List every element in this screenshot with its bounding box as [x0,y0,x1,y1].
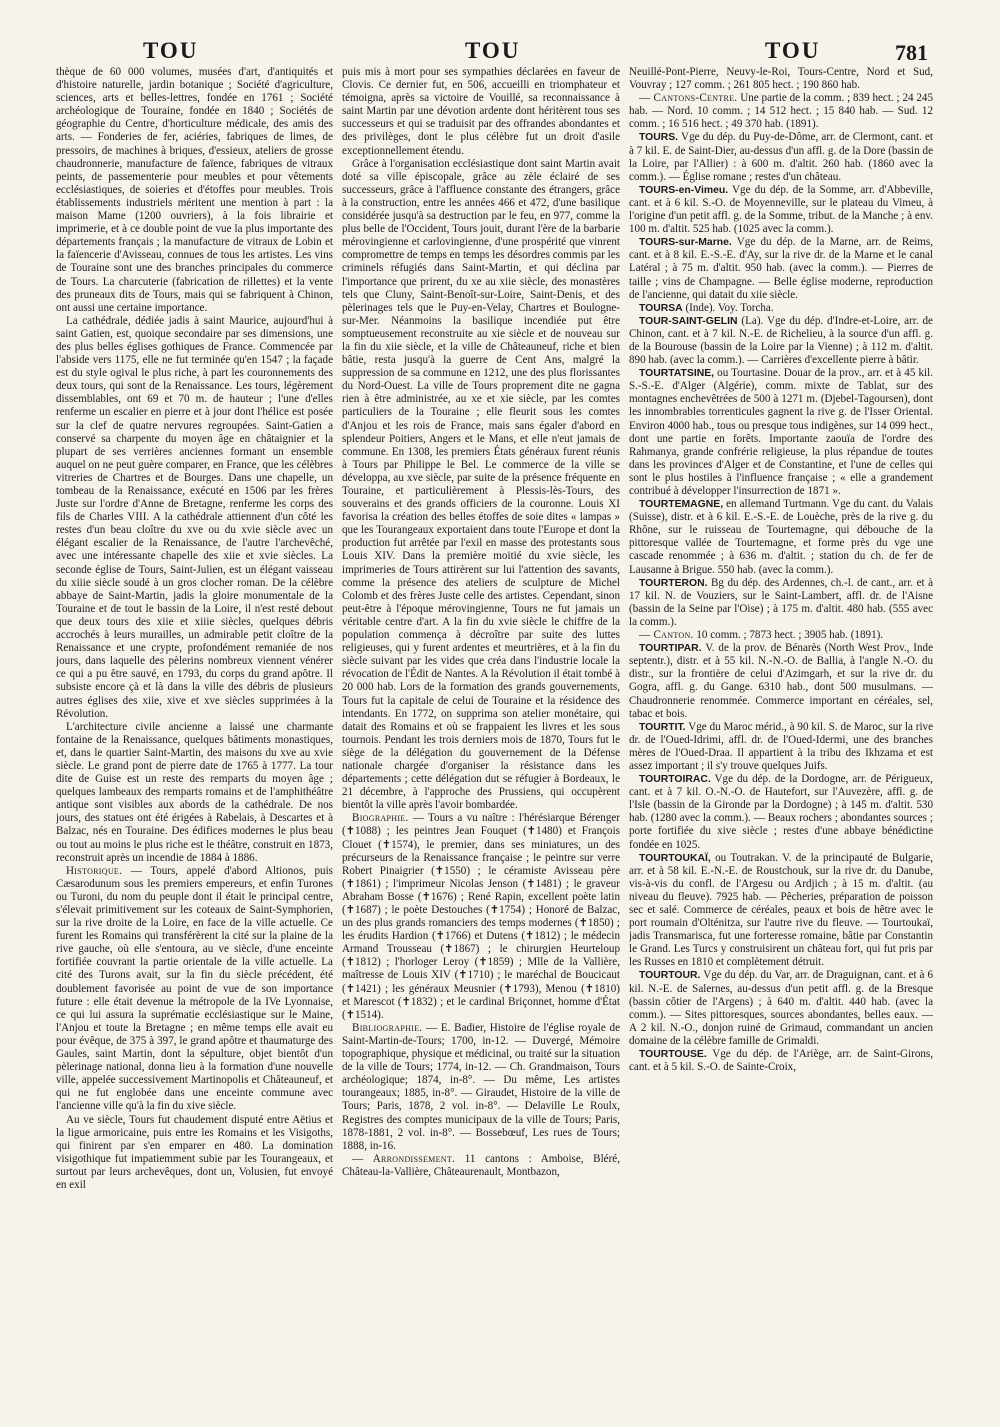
entry-headword: TOURTERON. [639,577,708,589]
paragraph-text: — Tours a vu naître : l'hérésiarque Bérenger (✝1088) ; les peintres Jean Fouquet (✝1480) et François Clouet (✝1574), le premier, dans ses miniatures, un des précurseurs de la Renaissance française ; le peintre sur verre Robert Pinaigrier (✝1550) ; le céramiste Avisseau père (✝1861) ; l'imprimeur Nicolas Jenson (✝1481) ; le graveur Abraham Bosse (✝1676) ; René Rapin, excellent poète latin (✝1687) ; le poète Destouches (✝1754) ; Honoré de Balzac, un des plus grands romanciers des temps modernes (✝1850) ; les érudits Hardion (✝1766) et Dutens (✝1812) ; le médecin Armand Trousseau (✝1867) ; le chirurgien Heurteloup (✝1812) ; l'horloger Leroy (✝1859) ; Mlle de la Vallière, maîtresse de Louis XIV (✝1710) ; le maréchal de Boucicaut (✝1421) ; les généraux Meusnier (✝1793), Menou (✝1810) et Marescot (✝1832) ; et le cardinal Briçonnet, homme d'État (✝1514). [342,812,620,1021]
paragraph-text: Vge du dép. du Var, arr. de Draguignan, cant. et à 6 kil. N.-E. de Salernes, au-dessus d'un petit affl. g. de la Bresque (bassin côtier de l'Argens) ; à 640 m. d'altit. 440 hab. (avec la comm.). — Sites pittoresques, sources abondantes, belles eaux. — A 2 kil. N.-O., donjon ruiné de Grimaud, commandant un ancien domaine de la célèbre famille de Grimaldi. [629,969,933,1047]
paragraph-text: L'architecture civile ancienne a laissé une charmante fontaine de la Renaissance, quelques bâtiments monastiques, et, dans le quartier Saint-Martin, des maisons du xve au xvie siècle. Le grand pont de pierre date de 1765 à 1777. La tour dite de Guise est un reste des remparts du moyen âge ; quelques lambeaux des remparts romains et de l'amphithéâtre antique sont visibles aux abords de la cathédrale. De nos jours, des statues ont été érigées à Rabelais, à Descartes et à Balzac, nés en Touraine. Des édifices modernes le plus beau ou tout au moins le plus riche est le théâtre, construit en 1873, reconstruit après un incendie de 1884 à 1886. [56,720,333,864]
entry-headword: TOUR-SAINT-GELIN [639,315,738,327]
section-label: — Arrondissement. [352,1152,456,1165]
section-label: — Cantons-Centre. [639,92,738,105]
section-label: Historique. [66,864,123,877]
entry-headword: TOURTOUR. [639,970,701,982]
paragraph-text: Vge du dép. du Puy-de-Dôme, arr. de Clermont, cant. et à 7 kil. E. de Saint-Dier, au-dessus d'un affl. g. de la Dore (bassin de la Loire, par l'Allier) : à 600 m. d'altit. 260 hab. (1860 avec la comm.). — Église romane ; restes d'un château. [629,131,933,183]
dictionary-entry [629,315,933,367]
text-paragraph [56,721,333,865]
entry-headword: TOURTIPAR. [639,643,702,655]
entry-headword: TOURTEMAGNE, [639,499,724,511]
section-label: — Canton. [639,629,694,642]
text-paragraph [342,158,620,813]
center-running-head: TOU [465,38,521,63]
dictionary-entry [629,498,933,577]
paragraph-text: (Inde). Voy. Torcha. [682,301,774,314]
paragraph-text: — E. Badier, Histoire de l'église royale de Saint-Martin-de-Tours; 1700, in-12. — Duvergé, Mémoire topographique, physique et médicinal, ou traité sur la situation de la ville de Tours; 1774, in-12. — Ch. Grandmaison, Tours archéologique; 1874, in-8°. — Du même, Les artistes tourangeaux; 1885, in-8°. — Giraudet, Histoire de la ville de Tours; Paris, 1878, 2 vol. in-8°. — Delaville Le Roulx, Registres des comptes municipaux de la ville de Tours; Paris, 1878-1881, 2 vol. in-8°. — Bossebœuf, Les rues de Tours; 1888, in-16. [342,1021,620,1152]
paragraph-text: La cathédrale, dédiée jadis à saint Maurice, aujourd'hui à saint Gatien, est, quoique secondaire par ses dimensions, une des plus belles églises gothiques de France. Commencée par l'abside vers 1175, elle ne fut terminée qu'en 1547 ; la façade est du style ogival le plus riche, à part les couronnements des deux tours, qui sont de la Renaissance. Les tours, légèrement dissemblables, ont 69 et 70 m. de hauteur ; l'une d'elles renferme un escalier en pierre et à jour dont l'hélice est posée sur la clef de quatre nervures regroupées. Saint-Gatien a conservé sa charpente du moyen âge en châtaignier et la plupart de ses verrières anciennes formant un ensemble auquel on ne peut guère comparer, en France, que les célèbres vitreries de Chartres et de Bourges. Dans une chapelle, un tombeau de la Renaissance, exécuté en 1506 par les frères Juste sur l'ordre d'Anne de Bretagne, renferme les corps des fils de Charles VIII. A la cathédrale attiennent d'un côté les restes d'un beau cloître du xve ou du xvie siècle avec un élégant escalier de la Renaissance, de l'autre l'archevêché, avec une intéressante chapelle des xiie et xvie siècles. La seconde église de Tours, Saint-Julien, est un élégant vaisseau du xiiie siècle soudé à un gros clocher roman. De la célèbre abbaye de Saint-Martin, jadis la gloire monumentale de la Touraine et de tout le bassin de la Loire, il n'est resté debout que deux tours des xiie et xiiie siècles, quelques débris accrochés à leurs murailles, un admirable petit cloître de la Renaissance et une crypte, profondément remaniée de nos jours, dans laquelle des pèlerins nombreux viennent vénérer ce qui a pu être sauvé, en 1793, du corps du grand apôtre. Il subsiste encore çà et là dans la ville des débris de plusieurs autres églises des xiie, xive et xve siècles supprimées à la Révolution. [56,314,333,720]
text-paragraph [56,66,333,315]
dictionary-entry [629,302,933,315]
text-paragraph [629,92,933,131]
text-paragraph [56,865,333,1114]
paragraph-text: (La). Vge du dép. d'Indre-et-Loire, arr. de Chinon, cant. et à 7 kil. N.-E. de Richelieu, à la source d'un affl. g. de la Bourouse (bassin de la Loire par la Vienne) ; à 112 m. d'altit. 890 hab. (avec la comm.). — Carrières d'excellente pierre à bâtir. [629,314,933,367]
dictionary-entry [629,131,933,183]
text-paragraph [56,315,333,721]
right-running-head: TOU [765,38,821,63]
dictionary-entry [629,852,933,970]
entry-headword: TOURTOIRAC. [639,774,711,786]
paragraph-text: V. de la prov. de Bénarès (North West Prov., Inde septentr.), distr. et à 55 kil. N.-N.-O. de Ballia, à l'angle N.-O. du distr., sur la frontière de celui d'Azimgarh, et sur la rive dr. du Gogra, affl. g. du Gange. 6310 hab., dont 500 musulmans. — Chaudronnerie renommée. Commerce important en céréales, sel, tabac et bois. [629,642,933,720]
text-column-middle [342,66,620,1411]
entry-headword: TOURTATSINE, [639,368,715,380]
text-paragraph [342,812,620,1022]
page-number: 781 [895,40,928,65]
text-paragraph [342,1022,620,1153]
entry-headword: TOURTOUKAÏ, [639,852,711,864]
entry-headword: TOURS-sur-Marne. [639,237,732,249]
paragraph-text: en allemand Turtmann. Vge du cant. du Valais (Suisse), distr. et à 6 kil. E.-S.-E. de Louèche, près de la rive g. du Rhône, sur le ruisseau de Tourtemagne, qui débouche de la pittoresque vallée de Tourtemagne, et forme près du vge une cascade renommée ; à 636 m. d'altit. ; station du ch. de fer de Lausanne à Brigue. 550 hab. (avec la comm.). [629,498,933,576]
paragraph-text: thèque de 60 000 volumes, musées d'art, d'antiquités et d'histoire naturelle, jardin botanique ; Société d'agriculture, sciences, arts et belles-lettres, fondée en 1761 ; Société archéologique de Touraine, fondée en 1840 ; Sociétés de géographie du Centre, d'horticulture médicale, des amis des arts. — Fonderies de fer, aciéries, fabriques de limes, de pressoirs, de machines à briques, d'essieux, ateliers de grosse chaudronnerie, manufacture de faïence, fabriques de vitraux peints, de passementerie pour meubles et pour vêtements ecclésiastiques, de soieries et d'étoffes pour meubles. Trois établissements industriels méritent une mention à part : la maison Mame (1200 ouvriers), à la fois librairie et imprimerie, et à ce double point de vue la plus importante des départements français ; la manufacture de vitraux de Lobin et la faïencerie d'Avisseau, connues de tous les artistes. Les vins de Touraine sont une des branches principales du commerce de Tours. La charcuterie (fabrication de rillettes) et la vente des pruneaux dits de Tours, mais qui se fabriquent à Chinon, ont aussi une certaine importance. [56,66,333,314]
entry-headword: TOURS-en-Vimeu. [639,184,729,196]
dictionary-entry [629,773,933,852]
dictionary-entry [629,577,933,629]
text-paragraph [629,66,933,92]
paragraph-text: Au ve siècle, Tours fut chaudement disputé entre Aëtius et la ligue armoricaine, puis entre les Romains et les Visigoths, qui finirent par s'en emparer en 480. La domination visigothique fut impatiemment subie par les Tourangeaux, et surtout par leurs archevêques, dont un, Volusien, fut envoyé en exil [56,1113,333,1191]
text-paragraph [56,1114,333,1193]
text-paragraph [342,1153,620,1179]
text-column-left [56,66,333,1411]
entry-headword: TOURTOUSE. [639,1049,707,1061]
dictionary-entry [629,236,933,301]
paragraph-text: ou Toutrakan. V. de la principauté de Bulgarie, arr. et à 58 kil. E.-N.-E. de Roustchouk, sur la rive dr. du Danube, vis-à-vis du confl. de l'Argesu ou Ardjich ; à 15 m. d'altit. (au niveau du fleuve). 7925 hab. — Pêcheries, préparation de poisson sec et salé. Commerce de céréales, peaux et bois de hêtre avec le port roumain d'Olténitza, sur l'autre rive du fleuve. — Tourtoukaï, jadis Transmarisca, fut une forteresse romaine, bâtie par Constantin le Grand. Les Turcs y construisirent un château fort, qui fut pris par les Russes en 1810 et complètement détruit. [629,851,933,969]
paragraph-text: Neuillé-Pont-Pierre, Neuvy-le-Roi, Tours-Centre, Nord et Sud, Vouvray ; 127 comm. ; 261 805 hect. ; 190 860 hab. [629,66,933,92]
dictionary-entry [629,642,933,721]
running-header [0,26,1000,66]
dictionary-entry [629,184,933,236]
section-label: Biographie. [352,812,409,825]
paragraph-text: Vge du dép. de la Somme, arr. d'Abbeville, cant. et à 6 kil. S.-O. de Moyenneville, sur le plateau du Vimeu, à l'origine d'un petit affl. g. de la Somme, tribut. de la Manche ; à env. 100 m. d'altit. 525 hab. (1025 avec la comm.). [629,183,933,236]
dictionary-entry [629,367,933,498]
paragraph-text: Vge du dép. de la Marne, arr. de Reims, cant. et à 8 kil. E.-S.-E. d'Ay, sur la rive dr. de la Marne et le canal Latéral ; à 75 m. d'altit. 950 hab. (avec la comm.). — Pierres de taille ; vins de Champagne. — Belle église moderne, reproduction de l'ancienne, qui datait du xiie siècle. [629,236,933,301]
dictionary-entry [629,1048,933,1074]
left-running-head: TOU [143,38,199,63]
entry-headword: TOURS. [639,132,679,144]
paragraph-text: puis mis à mort pour ses sympathies déclarées en faveur de Clovis. Ce dernier fut, en 506, accueilli en triomphateur et témoigna, après sa victoire de Vouillé, sa reconnaissance à saint Martin par une dévotion ardente dont héritèrent tous ses successeurs et qui se traduisit par des offrandes abondantes et des privilèges, dont le plus célèbre fut un droit d'asile exceptionnellement étendu. [342,66,620,157]
paragraph-text: Vge du dép. de l'Ariège, arr. de Saint-Girons, cant. et à 5 kil. S.-O. de Sainte-Croix, [629,1048,933,1074]
paragraph-text: Une partie de la comm. ; 839 hect. ; 24 245 hab. — Nord. 10 comm. ; 14 512 hect. ; 15 840 hab. — Sud. 12 comm. ; 16 516 hect. ; 49 370 hab. (1891). [629,92,933,131]
section-label: Bibliographie. [352,1021,423,1034]
paragraph-text: Vge du dép. de la Dordogne, arr. de Périgueux, cant. et à 7 kil. O.-N.-O. de Hautefort, sur l'Auvezère, affl. g. de l'Isle (bassin de la Gironde par la Dordogne) ; à 145 m. d'altit. 530 hab. (1280 avec la comm.). — Beaux rochers ; abondantes sources ; porte fortifiée du xive siècle ; restes d'une abbaye bénédictine fondée en 1025. [629,773,933,851]
entry-headword: TOURTIT. [639,721,686,733]
text-paragraph [342,66,620,158]
paragraph-text: Grâce à l'organisation ecclésiastique dont saint Martin avait doté sa ville épiscopale, grâce au zèle éclairé de ses successeurs, grâce à l'affluence constante des étrangers, grâce à la construction, entre les années 466 et 472, d'une basilique considérée jusqu'à sa destruction par le feu, en 977, comme la plus belle de l'Occident, Tours jouit, durant l'ère de la barbarie mérovingienne et carlovingienne, d'une prospérité que vinrent compromettre de temps en temps les désordres commis par les criminels réfugiés dans Saint-Martin, et qui déclina par l'importance que prirent, du xe au xiie siècle, des monastères tels que Cluny, Saint-Benoît-sur-Loire, Saint-Denis, et des pèlerinages tels que le Puy-en-Velay, Chartres et Boulogne-sur-Mer. Néanmoins la basilique incendiée put être somptueusement reconstruite au xie siècle et de nouveau sur la fin du xiie siècle, et la ville de Châteauneuf, riche et bien bâtie, resta jusqu'à la guerre de Cent Ans, malgré la suppression de sa commune en 1212, une des plus florissantes du Nord-Ouest. La ville de Tours proprement dite ne gagna rien à être administrée, au xe et xie siècle, par les comtes particuliers de la Touraine ; elle fleurit sous les comtes d'Anjou et les rois de France, mais sans égaler d'abord en splendeur Poitiers, Angers et le Mans, et elle n'eut jamais de commune. En 1308, les premiers États généraux furent réunis à Tours par Philippe le Bel. Le commerce de la ville se développa, au xve siècle, par suite de la présence fréquente en Touraine, et particulièrement à Plessis-lès-Tours, des souverains et des grands officiers de la couronne. Louis XI favorisa la création des belles étoffes de soie dites « lampas » que les Tourangeaux exportaient dans toute l'Europe et dont la production fut arrêtée par l'exil en masse des protestants sous Louis XIV. Dans la première moitié du xvie siècle, les imprimeries de Tours attirèrent sur lui l'attention des savants, comme la présence des ateliers de sculpture de Michel Colomb et des frères Juste celle des artistes. Cependant, sinon peut-être à l'époque mérovingienne, Tours ne fut jamais un véritable centre d'art. A la fin du xvie siècle le chiffre de la population commença à décroître par suite des luttes religieuses, qui y furent ardentes et meurtrières, et à la fin du siècle suivant par les vides que créa dans l'industrie locale la révocation de l'Édit de Nantes. A la Révolution il était tombé à 20 000 hab. Lors de la formation des grands gouvernements, Tours fut la capitale de celui de Touraine et la résidence des intendants. En 1772, on supprima son atelier monétaire, qui datait des Romains et où se frappaient les livres et les sous tournois. Pendant les trois derniers mois de 1870, Tours fut le siège de la délégation du gouvernement de la Défense nationale chargée d'organiser la résistance dans les départements ; cette délégation dut se réfugier à Bordeaux, le 21 décembre, à l'approche des Prussiens, qui occupèrent bientôt la ville après l'avoir bombardée. [342,157,620,812]
entry-headword: TOURSA [639,302,683,314]
paragraph-text: 10 comm. ; 7873 hect. ; 3905 hab. (1891). [693,629,884,642]
paragraph-text: Vge du Maroc mérid., à 90 kil. S. de Maroc, sur la rive dr. de l'Oued-Idrimi, affl. dr. de l'Oued-Idermi, une des branches mères de l'Oued-Draa. Il appartient à la tribu des Ikhzama et est assez important ; il s'y trouve quelques Juifs. [629,720,933,772]
dictionary-entry [629,721,933,773]
text-paragraph [629,629,933,642]
paragraph-text: ou Tourtasine. Douar de la prov., arr. et à 45 kil. S.-S.-E. d'Alger (Algérie), comm. mixte de Tablat, sur des montagnes enchevêtrées de 500 à 1271 m. (Djebel-Tagoursen), dont les innombrables torrenticules gagnent la rive g. de l'Isser Oriental. Environ 4000 hab., tous ou presque tous indigènes, sur 14 099 hect., dont une partie en forêts. Importante zaouïa de l'ordre des Rahmanya, grande confrérie religieuse, la plus répandue de toutes dans les provinces d'Alger et de Constantine, et l'une de celles qui sont le plus hostiles à l'influence française ; « elle a grandement contribué à développer l'insurrection de 1871 ». [629,367,933,497]
paragraph-text: Bg du dép. des Ardennes, ch.-l. de cant., arr. et à 17 kil. N. de Vouziers, sur le Saint-Lambert, affl. dr. de l'Aisne (bassin de la Seine par l'Oise) ; à 175 m. d'altit. 480 hab. (555 avec la comm.). [629,576,933,628]
paragraph-text: 11 cantons : Amboise, Bléré, Château-la-Vallière, Châteaurenault, Montbazon, [342,1152,620,1178]
dictionary-entry [629,969,933,1048]
text-column-right [629,66,933,1411]
paragraph-text: — Tours, appelé d'abord Altionos, puis Cæsarodunum sous les premiers empereurs, et enfin Turones ou Turoni, du nom du peuple dont il était le principal centre, s'élevait primitivement sur les coteaux de Saint-Symphorien, sur la rive droite de la Loire, en face de la ville actuelle. Ce furent les Romains qui transférèrent la cité sur la plaine de la rive gauche, où elle s'entoura, au ve siècle, d'une enceinte fortifiée couvrant la partie orientale de la ville actuelle. La cité des Turons avait, sur la fin du siècle précédent, été doublement favorisée au point de vue de son importance future : elle était devenue la métropole de la IVe Lyonnaise, ce qui lui assura la suprématie ecclésiastique sur le Maine, l'Anjou et toute la Bretagne ; en même temps elle avait eu pour évêque, de 375 à 397, le grand apôtre et thaumaturge des Gaules, saint Martin, dont la sépulture, objet bientôt d'un pèlerinage national, donna lieu à la formation d'une nouvelle ville, appelée successivement Martinopolis et Châteauneuf, et qui ne fut englobée dans une enceinte commune avec l'ancienne ville qu'à la fin du xive siècle. [56,864,333,1113]
